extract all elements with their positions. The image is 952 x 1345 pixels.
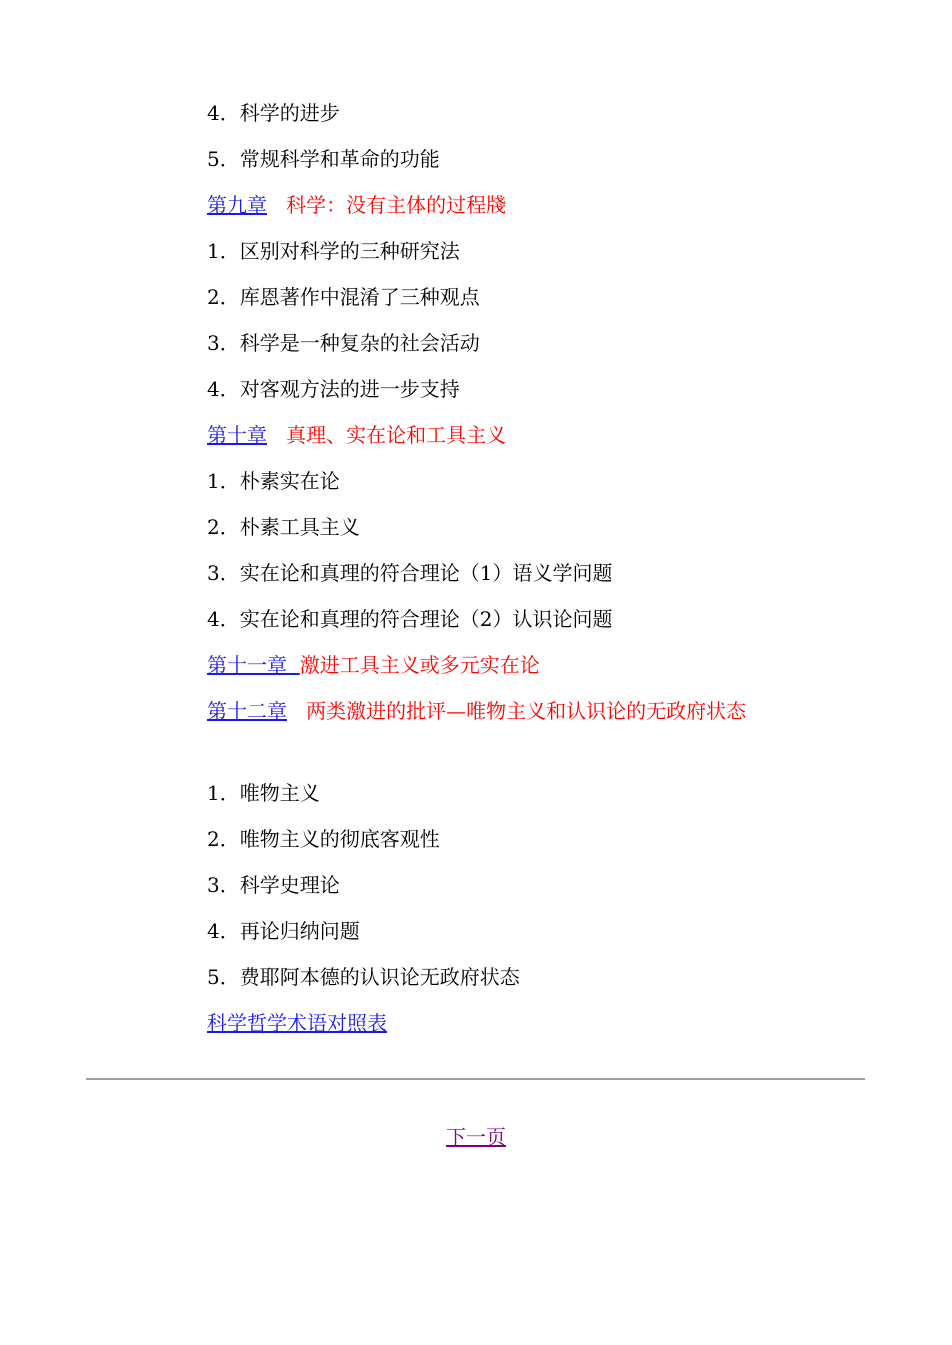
section-title: 1．区别对科学的三种研究法 bbox=[207, 239, 460, 263]
toc-section-item bbox=[207, 234, 807, 280]
next-page-link[interactable]: 下一页 bbox=[446, 1125, 506, 1149]
pagination bbox=[0, 1120, 952, 1154]
table-of-contents bbox=[207, 96, 807, 1052]
section-title: 5．费耶阿本德的认识论无政府状态 bbox=[207, 965, 520, 989]
chapter-title: 真理、实在论和工具主义 bbox=[286, 423, 507, 447]
section-title: 4．科学的进步 bbox=[207, 101, 340, 125]
section-title: 3．科学是一种复杂的社会活动 bbox=[207, 331, 480, 355]
section-title: 3．实在论和真理的符合理论（1）语义学问题 bbox=[207, 561, 613, 585]
toc-chapter-item bbox=[207, 418, 807, 464]
chapter-11-link[interactable]: 第十一章 bbox=[207, 653, 300, 677]
toc-section-item bbox=[207, 142, 807, 188]
glossary-link[interactable]: 科学哲学术语对照表 bbox=[207, 1011, 387, 1035]
section-title: 5．常规科学和革命的功能 bbox=[207, 147, 440, 171]
horizontal-divider bbox=[86, 1078, 865, 1080]
chapter-9-link[interactable]: 第九章 bbox=[207, 193, 267, 217]
section-title: 2．库恩著作中混淆了三种观点 bbox=[207, 285, 480, 309]
section-title: 4．实在论和真理的符合理论（2）认识论问题 bbox=[207, 607, 613, 631]
toc-section-item bbox=[207, 914, 807, 960]
toc-section-item bbox=[207, 326, 807, 372]
section-title: 1．朴素实在论 bbox=[207, 469, 340, 493]
toc-section-item bbox=[207, 556, 807, 602]
toc-chapter-item bbox=[207, 648, 807, 694]
section-title: 2．朴素工具主义 bbox=[207, 515, 360, 539]
toc-chapter-item bbox=[207, 694, 807, 776]
toc-section-item bbox=[207, 464, 807, 510]
chapter-title: 两类激进的批评—唯物主义和认识论的无政府状态 bbox=[306, 699, 747, 723]
section-title: 3．科学史理论 bbox=[207, 873, 340, 897]
chapter-title: 激进工具主义或多元实在论 bbox=[299, 653, 540, 677]
section-title: 4．对客观方法的进一步支持 bbox=[207, 377, 460, 401]
section-title: 4．再论归纳问题 bbox=[207, 919, 360, 943]
toc-chapter-item bbox=[207, 188, 807, 234]
section-title: 1．唯物主义 bbox=[207, 781, 320, 805]
toc-section-item bbox=[207, 776, 807, 822]
toc-section-item bbox=[207, 280, 807, 326]
chapter-12-link[interactable]: 第十二章 bbox=[207, 699, 287, 723]
toc-section-item bbox=[207, 510, 807, 556]
toc-section-item bbox=[207, 602, 807, 648]
toc-section-item bbox=[207, 868, 807, 914]
chapter-10-link[interactable]: 第十章 bbox=[207, 423, 267, 447]
toc-section-item bbox=[207, 822, 807, 868]
toc-section-item bbox=[207, 372, 807, 418]
toc-glossary-item bbox=[207, 1006, 807, 1052]
chapter-title: 科学：没有主体的过程牋 bbox=[286, 193, 507, 217]
toc-section-item bbox=[207, 96, 807, 142]
section-title: 2．唯物主义的彻底客观性 bbox=[207, 827, 440, 851]
toc-section-item bbox=[207, 960, 807, 1006]
